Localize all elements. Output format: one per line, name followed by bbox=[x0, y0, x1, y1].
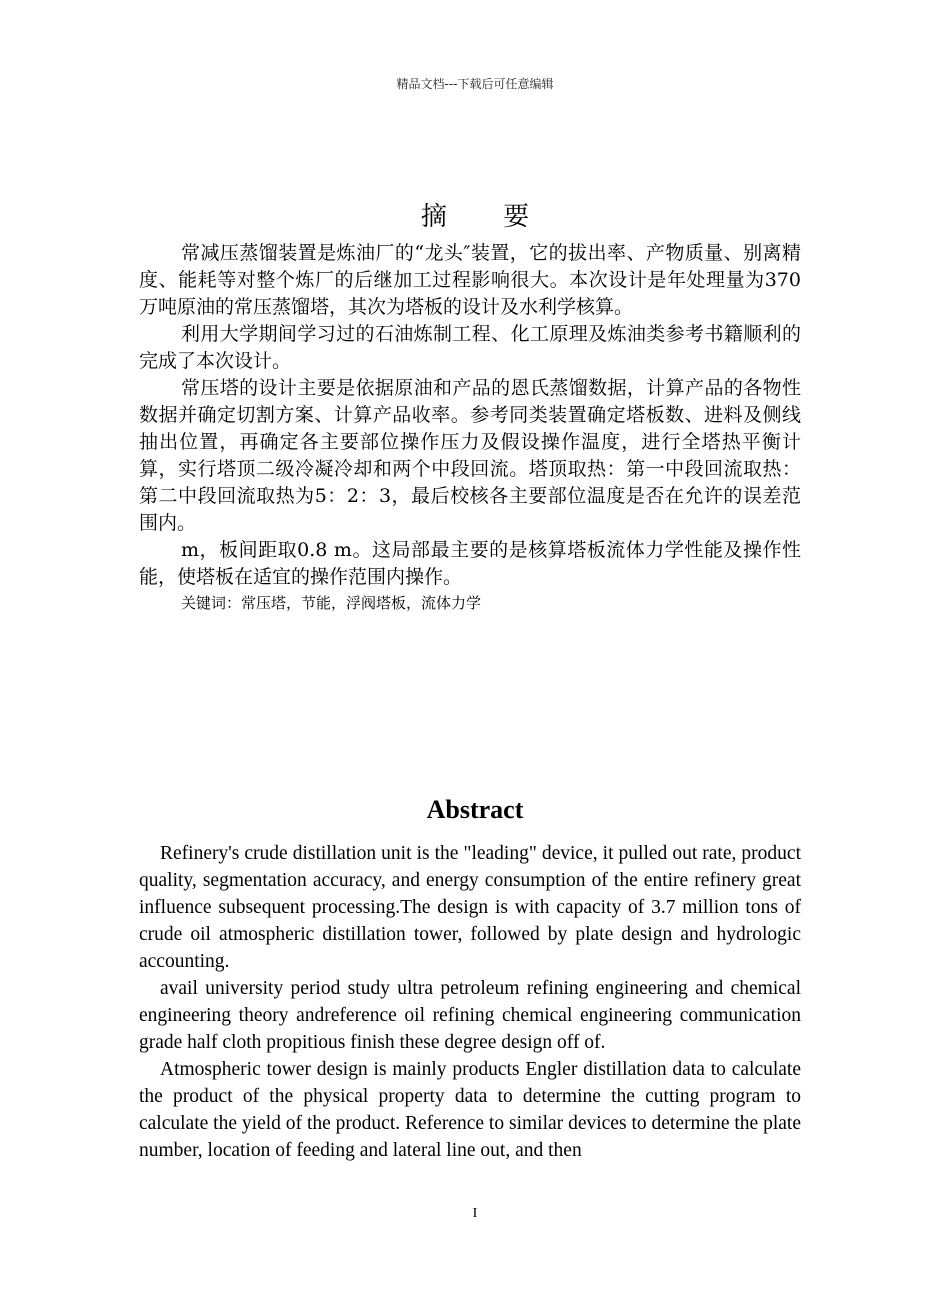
english-paragraph-3: Atmospheric tower design is mainly products Engler distillation data to calculate the product of the physical property data to determine the cutting program to calculate the yield of the product. Reference to similar devices to determine the plate number, location of feeding and lateral line out, and then bbox=[139, 1059, 801, 1161]
keywords-label: 关键词： bbox=[181, 594, 242, 612]
english-abstract-body bbox=[139, 840, 801, 1164]
keywords-line bbox=[139, 591, 801, 615]
page-header: 精品文档---下载后可任意编辑 bbox=[396, 77, 554, 91]
english-abstract-title: Abstract bbox=[426, 795, 524, 824]
chinese-paragraph-2: 利用大学期间学习过的石油炼制工程、化工原理及炼油类参考书籍顺利的完成了本次设计。 bbox=[139, 323, 801, 372]
chinese-abstract-body bbox=[139, 240, 801, 615]
keywords-value: 常压塔，节能，浮阀塔板，流体力学 bbox=[241, 594, 482, 612]
chinese-paragraph-4: m，板间距取0.8 m。这局部最主要的是核算塔板流体力学性能及操作性能，使塔板在适宜的操作范围内操作。 bbox=[139, 539, 801, 588]
chinese-paragraph-1: 常减压蒸馏装置是炼油厂的“龙头″装置，它的拔出率、产物质量、别离精度、能耗等对整个炼厂的后继加工过程影响很大。本次设计是年处理量为370万吨原油的常压蒸馏塔，其次为塔板的设计及水利学核算。 bbox=[139, 242, 801, 318]
chinese-abstract-title: 摘 要 bbox=[420, 202, 554, 232]
english-paragraph-1: Refinery's crude distillation unit is the "leading" device, it pulled out rate, product quality, segmentation accuracy, and energy consumption of the entire refinery great influence subsequent processing.The design is with capacity of 3.7 million tons of crude oil atmospheric distillation tower, followed by plate design and hydrologic accounting. bbox=[139, 843, 801, 972]
chinese-paragraph-3: 常压塔的设计主要是依据原油和产品的恩氏蒸馏数据，计算产品的各物性数据并确定切割方案、计算产品收率。参考同类装置确定塔板数、进料及侧线抽出位置，再确定各主要部位操作压力及假设操作温度，进行全塔热平衡计算，实行塔顶二级冷凝冷却和两个中段回流。塔顶取热：第一中段回流取热：第二中段回流取热为5：2：3，最后校核各主要部位温度是否在允许的误差范围内。 bbox=[139, 377, 801, 534]
page-number: I bbox=[472, 1206, 478, 1221]
english-paragraph-2: avail university period study ultra petroleum refining engineering and chemical engineering theory andreference oil refining chemical engineering communication grade half cloth propitious finish these degree design off of. bbox=[139, 978, 801, 1053]
